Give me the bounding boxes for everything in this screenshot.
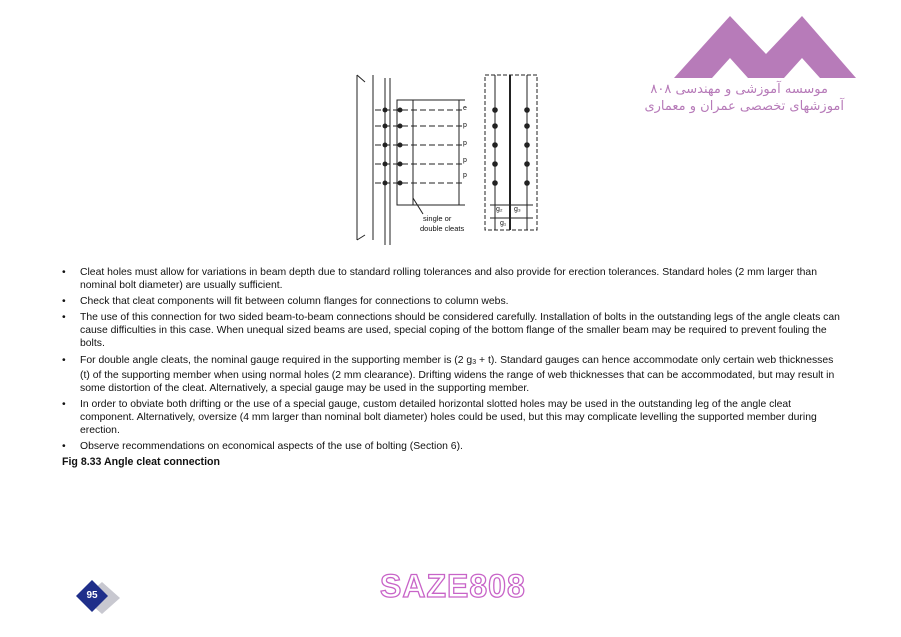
list-item: • In order to obviate both drifting or the use of a special gauge, custom detailed horizontal slotted holes may be used in the outstanding leg of the angle cleat component. Alternatively, oversize (4 mm larger than nominal bolt diameter) holes could be used, but this may complicate levelling the supported member during erection.: [62, 398, 842, 437]
figure-caption: Fig 8.33 Angle cleat connection: [62, 456, 220, 468]
institute-logo: [644, 14, 858, 124]
pitch-label-3: p: [463, 140, 467, 147]
logo-text-line2: آموزشهای تخصصی عمران و معماری: [644, 99, 844, 114]
list-item: • Check that cleat components will fit between column flanges for connections to column webs.: [62, 295, 842, 308]
page-number: 95: [86, 590, 98, 601]
list-item: • The use of this connection for two sided beam-to-beam connections should be considered carefully. Installation of bolts in the outstanding legs of the angle cleats can cause difficulties in this case. When unequal sized beams are used, special coping of the bottom flange of the smaller beam may be required to prevent fouling the bolts.: [62, 311, 842, 350]
guidance-list: [62, 266, 842, 456]
pitch-label-5: p: [463, 172, 467, 179]
cleat-note-line2: double cleats: [420, 224, 465, 233]
angle-cleat-connection-drawing: [355, 70, 555, 250]
list-item: • Cleat holes must allow for variations in beam depth due to standard rolling tolerances and also provide for erection tolerances. Standard holes (2 mm larger than nominal bolt diameter) are usually sufficient.: [62, 266, 842, 292]
cleat-note-line1: single or: [423, 214, 452, 223]
gauge-g2-label: g₂: [496, 206, 503, 213]
pitch-label-1: e: [463, 105, 467, 112]
watermark-text: SAZE808: [380, 568, 526, 604]
logo-text-line1: موسسه آموزشی و مهندسی ۸۰۸: [650, 82, 828, 97]
pitch-label-2: p: [463, 122, 467, 129]
pitch-label-4: p: [463, 157, 467, 164]
bullet4-subscript: 3: [472, 358, 477, 366]
list-item: • Observe recommendations on economical aspects of the use of bolting (Section 6).: [62, 440, 842, 453]
bullet4-text-before: For double angle cleats, the nominal gauge required in the supporting member is (2 g: [80, 354, 473, 366]
bullet4-text-after: + t). Standard gauges can hence accommodate only certain web thicknesses (t) of the supporting member when using normal holes (2 mm clearance). Drifting widens the range of web thicknesses that can be accommodated, but may result in some distortion of the cleat. Alternatively, a special gauge may be used in the supporting member.: [80, 354, 835, 394]
gauge-g1-label: g₁: [500, 220, 507, 227]
gauge-g3-label: g₃: [514, 206, 521, 213]
list-item: [62, 354, 842, 395]
